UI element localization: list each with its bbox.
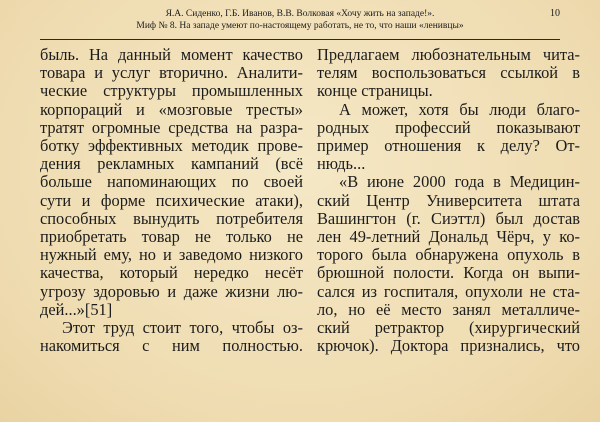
right-text-column bbox=[317, 46, 580, 355]
text-line: накомиться с ним полностью. bbox=[40, 336, 303, 356]
text-line: быль. На данный момент качество bbox=[40, 45, 303, 64]
text-line: приобретать товар не только не bbox=[40, 227, 303, 247]
text-line: лен 49-летний Дональд Чёрч, у ко- bbox=[317, 227, 580, 247]
running-header bbox=[40, 8, 560, 32]
text-line: конце страницы. bbox=[317, 81, 433, 101]
page-number: 10 bbox=[550, 8, 560, 19]
text-line: качества, который нередко несёт bbox=[40, 263, 303, 283]
text-line: корпораций и «мозговые тресты» bbox=[40, 99, 303, 119]
text-line: дей...»[51] bbox=[40, 299, 113, 319]
text-line: товара и услуг вторично. Аналити- bbox=[40, 63, 303, 83]
text-line: нюдь... bbox=[317, 154, 366, 174]
text-line: способных вынудить потребителя bbox=[40, 208, 303, 228]
text-line: «В июне 2000 года в Медицин- bbox=[339, 172, 580, 192]
left-text-column bbox=[40, 46, 303, 355]
text-line: ческие структуры промышленных bbox=[40, 81, 303, 101]
text-line: сался из госпиталя, опухоли не ста- bbox=[317, 281, 580, 301]
header-authors-title: Я.А. Сиденко, Г.Б. Иванов, В.В. Волковая «Хочу жить на западе!». bbox=[165, 9, 435, 19]
text-line: крючок). Доктора признались, что bbox=[317, 336, 580, 356]
text-line: Вашингтон (г. Сиэттл) был достав bbox=[317, 208, 580, 228]
text-line: А может, хотя бы люди благо- bbox=[339, 99, 580, 119]
header-divider bbox=[40, 39, 560, 40]
text-line: нужный ему, но и заведомо низкого bbox=[40, 245, 303, 265]
text-line: Предлагаем любознательным чита- bbox=[317, 45, 580, 64]
text-line: телям воспользоваться ссылкой в bbox=[317, 63, 580, 83]
text-line: ский Центр Университета штата bbox=[317, 190, 580, 210]
text-line: больше напоминающих по своей bbox=[40, 172, 303, 192]
text-line: ский ретрактор (хирургический bbox=[317, 318, 580, 338]
text-line: дения рекламных кампаний (всё bbox=[40, 154, 303, 174]
header-chapter-title: Миф № 8. На западе умеют по-настоящему работать, не то, что наши «ленивцы» bbox=[136, 21, 464, 31]
text-line: брюшной полости. Когда он выпи- bbox=[317, 263, 580, 283]
text-line: торого была обнаружена опухоль в bbox=[317, 245, 580, 265]
text-line: тратят огромные средства на разра- bbox=[40, 117, 303, 137]
text-line: угрозу здоровью и даже жизни лю- bbox=[40, 281, 303, 301]
text-line: родных профессий показывают bbox=[317, 117, 580, 137]
text-line: ботку эффективных методик прове- bbox=[40, 136, 303, 156]
text-line: пример отношения к делу? От- bbox=[317, 136, 580, 156]
text-line: сути и форме психические атаки), bbox=[40, 190, 303, 210]
text-line: Этот труд стоит того, чтобы оз- bbox=[62, 318, 303, 338]
text-line: ло, но её место занял металличе- bbox=[317, 299, 580, 319]
